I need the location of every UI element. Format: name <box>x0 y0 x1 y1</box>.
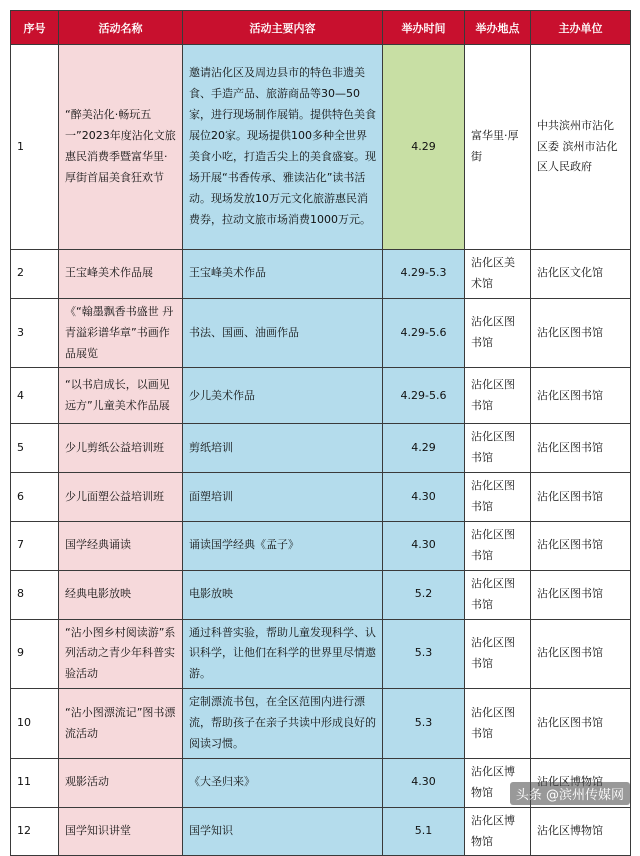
table-row <box>11 570 631 619</box>
row-content: 通过科普实验，帮助儿童发现科学、认识科学，让他们在科学的世界里尽情遨游。 <box>183 619 383 689</box>
row-index: 8 <box>11 570 59 619</box>
row-content: 《大圣归来》 <box>183 758 383 807</box>
row-content: 面塑培训 <box>183 473 383 522</box>
row-location: 沾化区图书馆 <box>465 298 531 368</box>
row-activity-name: 经典电影放映 <box>59 570 183 619</box>
row-activity-name: “沾小图乡村阅读游”系列活动之青少年科普实验活动 <box>59 619 183 689</box>
row-organizer: 中共滨州市沾化区委 滨州市沾化区人民政府 <box>531 45 631 250</box>
row-organizer: 沾化区图书馆 <box>531 619 631 689</box>
row-content: 定制漂流书包，在全区范围内进行漂流，帮助孩子在亲子共读中形成良好的阅读习惯。 <box>183 689 383 759</box>
header-location: 举办地点 <box>465 11 531 45</box>
row-time: 4.29 <box>383 424 465 473</box>
table-row <box>11 619 631 689</box>
table-row <box>11 250 631 299</box>
row-time: 4.30 <box>383 758 465 807</box>
row-time: 5.2 <box>383 570 465 619</box>
table-row <box>11 424 631 473</box>
row-time: 4.30 <box>383 473 465 522</box>
row-organizer: 沾化区图书馆 <box>531 368 631 424</box>
row-content: 剪纸培训 <box>183 424 383 473</box>
table-row <box>11 368 631 424</box>
row-time: 5.1 <box>383 807 465 856</box>
table-row <box>11 522 631 571</box>
row-time: 4.29 <box>383 45 465 250</box>
row-organizer: 沾化区图书馆 <box>531 473 631 522</box>
table-header-row <box>11 11 631 45</box>
row-index: 10 <box>11 689 59 759</box>
row-content: 少儿美术作品 <box>183 368 383 424</box>
header-time: 举办时间 <box>383 11 465 45</box>
row-index: 1 <box>11 45 59 250</box>
header-activity-name: 活动名称 <box>59 11 183 45</box>
table-row <box>11 473 631 522</box>
activity-schedule-table <box>10 10 631 856</box>
row-location: 沾化区博物馆 <box>465 807 531 856</box>
row-index: 7 <box>11 522 59 571</box>
row-activity-name: 国学知识讲堂 <box>59 807 183 856</box>
row-time: 5.3 <box>383 689 465 759</box>
table-row <box>11 689 631 759</box>
row-activity-name: 少儿剪纸公益培训班 <box>59 424 183 473</box>
row-activity-name: “沾小图漂流记”图书漂流活动 <box>59 689 183 759</box>
row-index: 11 <box>11 758 59 807</box>
row-index: 3 <box>11 298 59 368</box>
table-row <box>11 45 631 250</box>
row-content: 国学知识 <box>183 807 383 856</box>
row-organizer: 沾化区文化馆 <box>531 250 631 299</box>
row-index: 6 <box>11 473 59 522</box>
row-time: 4.29-5.6 <box>383 298 465 368</box>
row-time: 4.30 <box>383 522 465 571</box>
row-location: 沾化区图书馆 <box>465 522 531 571</box>
row-location: 沾化区图书馆 <box>465 570 531 619</box>
watermark: 头条 @滨州传媒网 <box>510 782 630 805</box>
row-content: 诵读国学经典《孟子》 <box>183 522 383 571</box>
row-index: 12 <box>11 807 59 856</box>
row-content: 书法、国画、油画作品 <box>183 298 383 368</box>
row-location: 沾化区图书馆 <box>465 368 531 424</box>
header-organizer: 主办单位 <box>531 11 631 45</box>
row-location: 富华里·厚街 <box>465 45 531 250</box>
row-activity-name: 《“翰墨飘香书盛世 丹青溢彩谱华章”书画作品展览 <box>59 298 183 368</box>
row-index: 5 <box>11 424 59 473</box>
row-time: 5.3 <box>383 619 465 689</box>
row-index: 2 <box>11 250 59 299</box>
row-organizer: 沾化区博物馆 <box>531 807 631 856</box>
row-index: 9 <box>11 619 59 689</box>
header-main-content: 活动主要内容 <box>183 11 383 45</box>
row-organizer: 沾化区图书馆 <box>531 522 631 571</box>
row-organizer: 沾化区图书馆 <box>531 570 631 619</box>
table-row <box>11 298 631 368</box>
row-location: 沾化区图书馆 <box>465 619 531 689</box>
header-index: 序号 <box>11 11 59 45</box>
row-time: 4.29-5.6 <box>383 368 465 424</box>
row-index: 4 <box>11 368 59 424</box>
row-time: 4.29-5.3 <box>383 250 465 299</box>
row-location: 沾化区图书馆 <box>465 473 531 522</box>
row-content: 邀请沾化区及周边县市的特色非遗美食、手造产品、旅游商品等30—50家，进行现场制作展销。提供特色美食展位20家。现场提供100多种全世界美食小吃，打造舌尖上的美食盛宴。现场开展“书香传承、雅读沾化”读书活动。现场发放10万元文化旅游惠民消费券，拉动文旅市场消费1000万元。 <box>183 45 383 250</box>
row-location: 沾化区图书馆 <box>465 689 531 759</box>
row-activity-name: 少儿面塑公益培训班 <box>59 473 183 522</box>
row-activity-name: “醉美沾化·畅玩五一”2023年度沾化文旅惠民消费季暨富华里·厚街首届美食狂欢节 <box>59 45 183 250</box>
row-organizer: 沾化区图书馆 <box>531 424 631 473</box>
row-location: 沾化区博物馆 <box>465 758 531 807</box>
row-activity-name: 王宝峰美术作品展 <box>59 250 183 299</box>
row-activity-name: “以书启成长，以画见远方”儿童美术作品展 <box>59 368 183 424</box>
row-organizer: 沾化区图书馆 <box>531 689 631 759</box>
row-location: 沾化区美术馆 <box>465 250 531 299</box>
row-content: 电影放映 <box>183 570 383 619</box>
row-content: 王宝峰美术作品 <box>183 250 383 299</box>
table-row <box>11 807 631 856</box>
row-activity-name: 观影活动 <box>59 758 183 807</box>
row-location: 沾化区图书馆 <box>465 424 531 473</box>
row-organizer: 沾化区图书馆 <box>531 298 631 368</box>
row-activity-name: 国学经典诵读 <box>59 522 183 571</box>
